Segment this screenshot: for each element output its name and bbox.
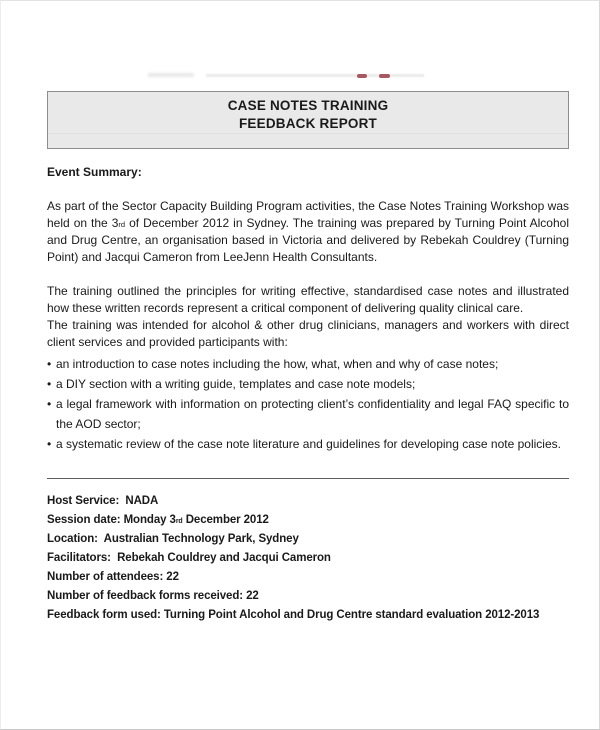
bullet-item: • a systematic review of the case note literature and guidelines for developing case note policies. bbox=[47, 434, 569, 454]
section-heading: Event Summary: bbox=[47, 165, 142, 179]
event-details-list bbox=[47, 492, 569, 625]
detail-feedback-forms bbox=[47, 587, 569, 606]
detail-text: Number of feedback forms received: 22 bbox=[47, 590, 259, 602]
detail-text: Facilitators: Rebekah Couldrey and Jacqui Cameron bbox=[47, 552, 331, 564]
detail-text: Location: Australian Technology Park, Sydney bbox=[47, 533, 299, 545]
detail-text: December 2012 bbox=[182, 514, 269, 526]
detail-text: Number of attendees: 22 bbox=[47, 571, 179, 583]
bullet-item: • a DIY section with a writing guide, templates and case note models; bbox=[47, 374, 569, 394]
detail-session-date bbox=[47, 511, 569, 530]
paragraph-text: As part of the Sector Capacity Building Program activities, the Case Notes Training Workshop was held on the 3 bbox=[47, 199, 569, 230]
detail-text: Feedback form used: Turning Point Alcohol and Drug Centre standard evaluation 2012-2013 bbox=[47, 609, 540, 621]
detail-text: Session date: Monday 3 bbox=[47, 514, 176, 526]
detail-location bbox=[47, 530, 569, 549]
document-content bbox=[47, 1, 569, 625]
report-title-box bbox=[47, 91, 569, 149]
report-title-row bbox=[48, 92, 568, 133]
paragraph-training-outline: The training outlined the principles for writing effective, standardised case notes and illustrated how these written records represent a critical component of delivering quality clinical care. bbox=[47, 284, 569, 315]
ordinal-superscript: rd bbox=[118, 219, 126, 229]
detail-facilitators bbox=[47, 549, 569, 568]
paragraph-event-summary bbox=[47, 198, 569, 266]
bullet-item: • an introduction to case notes including the how, what, when and why of case notes; bbox=[47, 354, 569, 374]
detail-attendees bbox=[47, 568, 569, 587]
divider-rule bbox=[47, 478, 569, 479]
bullet-item: • a legal framework with information on protecting client’s confidentiality and legal FAQ specific to the AOD sector; bbox=[47, 394, 569, 434]
paragraph-text: of December 2012 in Sydney. The training was prepared by Turning Point Alcohol and Drug Centre, an organisation based in Victoria and delivered by Rebekah Couldrey (Turning Point) and Jacqui Cameron from LeeJenn Health Consultants. bbox=[47, 216, 569, 264]
report-title-line2: FEEDBACK REPORT bbox=[238, 116, 377, 131]
detail-feedback-form-used bbox=[47, 606, 569, 625]
paragraph-training-audience: The training was intended for alcohol & other drug clinicians, managers and workers with direct client services and provided participants with: bbox=[47, 318, 569, 349]
report-title-empty-row bbox=[48, 133, 568, 149]
ordinal-superscript: rd bbox=[175, 517, 183, 525]
bullet-list bbox=[47, 354, 569, 454]
report-title-line1: CASE NOTES TRAINING bbox=[227, 98, 389, 113]
detail-text: Host Service: NADA bbox=[47, 495, 159, 507]
detail-host-service bbox=[47, 492, 569, 511]
